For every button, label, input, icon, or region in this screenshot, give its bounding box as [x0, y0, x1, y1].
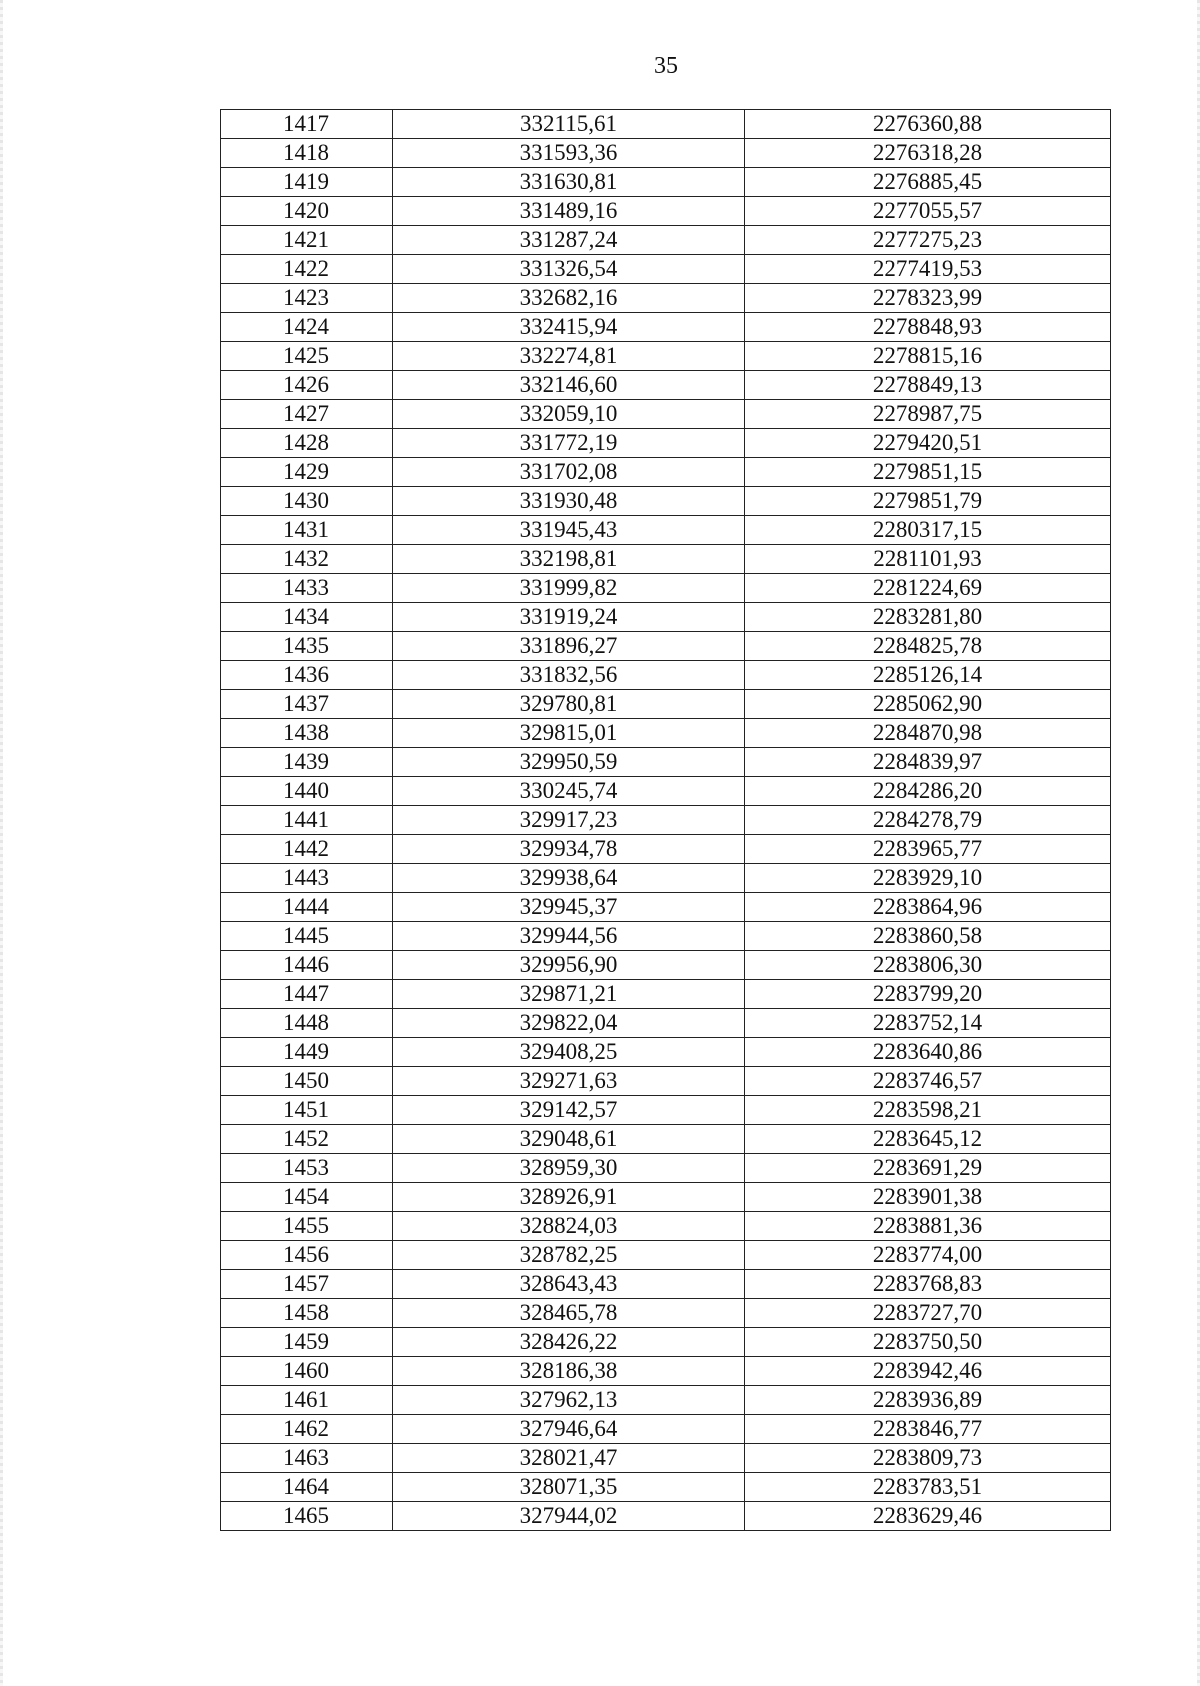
x-coordinate-cell: 331772,19: [393, 429, 745, 458]
x-coordinate-cell: 332274,81: [393, 342, 745, 371]
table-row: [221, 1386, 1111, 1415]
point-number-cell: 1418: [221, 139, 393, 168]
x-coordinate-cell: 332198,81: [393, 545, 745, 574]
x-coordinate-cell: 329950,59: [393, 748, 745, 777]
x-coordinate-cell: 331287,24: [393, 226, 745, 255]
table-row: [221, 719, 1111, 748]
x-coordinate-cell: 328782,25: [393, 1241, 745, 1270]
point-number-cell: 1449: [221, 1038, 393, 1067]
table-row: [221, 487, 1111, 516]
y-coordinate-cell: 2283846,77: [745, 1415, 1111, 1444]
y-coordinate-cell: 2283936,89: [745, 1386, 1111, 1415]
point-number-cell: 1441: [221, 806, 393, 835]
scan-edge-left: [0, 0, 3, 1686]
x-coordinate-cell: 331999,82: [393, 574, 745, 603]
y-coordinate-cell: 2283783,51: [745, 1473, 1111, 1502]
y-coordinate-cell: 2279851,15: [745, 458, 1111, 487]
table-row: [221, 690, 1111, 719]
point-number-cell: 1465: [221, 1502, 393, 1531]
y-coordinate-cell: 2283860,58: [745, 922, 1111, 951]
table-row: [221, 284, 1111, 313]
y-coordinate-cell: 2283746,57: [745, 1067, 1111, 1096]
table-row: [221, 371, 1111, 400]
table-row: [221, 603, 1111, 632]
y-coordinate-cell: 2283752,14: [745, 1009, 1111, 1038]
point-number-cell: 1437: [221, 690, 393, 719]
table-row: [221, 951, 1111, 980]
point-number-cell: 1439: [221, 748, 393, 777]
y-coordinate-cell: 2284286,20: [745, 777, 1111, 806]
table-row: [221, 1067, 1111, 1096]
table-row: [221, 255, 1111, 284]
x-coordinate-cell: 329780,81: [393, 690, 745, 719]
table-row: [221, 400, 1111, 429]
table-row: [221, 1154, 1111, 1183]
x-coordinate-cell: 329822,04: [393, 1009, 745, 1038]
point-number-cell: 1457: [221, 1270, 393, 1299]
y-coordinate-cell: 2280317,15: [745, 516, 1111, 545]
table-row: [221, 661, 1111, 690]
y-coordinate-cell: 2277419,53: [745, 255, 1111, 284]
point-number-cell: 1436: [221, 661, 393, 690]
x-coordinate-cell: 332682,16: [393, 284, 745, 313]
y-coordinate-cell: 2283629,46: [745, 1502, 1111, 1531]
y-coordinate-cell: 2279420,51: [745, 429, 1111, 458]
table-row: [221, 313, 1111, 342]
point-number-cell: 1446: [221, 951, 393, 980]
table-row: [221, 1096, 1111, 1125]
table-row: [221, 458, 1111, 487]
point-number-cell: 1445: [221, 922, 393, 951]
point-number-cell: 1444: [221, 893, 393, 922]
table-row: [221, 110, 1111, 139]
table-row: [221, 168, 1111, 197]
point-number-cell: 1423: [221, 284, 393, 313]
y-coordinate-cell: 2279851,79: [745, 487, 1111, 516]
x-coordinate-cell: 331945,43: [393, 516, 745, 545]
table-row: [221, 922, 1111, 951]
point-number-cell: 1464: [221, 1473, 393, 1502]
point-number-cell: 1424: [221, 313, 393, 342]
y-coordinate-cell: 2284825,78: [745, 632, 1111, 661]
x-coordinate-cell: 327946,64: [393, 1415, 745, 1444]
point-number-cell: 1455: [221, 1212, 393, 1241]
point-number-cell: 1461: [221, 1386, 393, 1415]
table-row: [221, 429, 1111, 458]
x-coordinate-cell: 328186,38: [393, 1357, 745, 1386]
x-coordinate-cell: 329142,57: [393, 1096, 745, 1125]
x-coordinate-cell: 329408,25: [393, 1038, 745, 1067]
y-coordinate-cell: 2281101,93: [745, 545, 1111, 574]
table-row: [221, 632, 1111, 661]
table-row: [221, 806, 1111, 835]
point-number-cell: 1448: [221, 1009, 393, 1038]
table-row: [221, 139, 1111, 168]
point-number-cell: 1427: [221, 400, 393, 429]
point-number-cell: 1453: [221, 1154, 393, 1183]
x-coordinate-cell: 329938,64: [393, 864, 745, 893]
point-number-cell: 1419: [221, 168, 393, 197]
x-coordinate-cell: 329815,01: [393, 719, 745, 748]
y-coordinate-cell: 2277275,23: [745, 226, 1111, 255]
x-coordinate-cell: 329917,23: [393, 806, 745, 835]
x-coordinate-cell: 331919,24: [393, 603, 745, 632]
y-coordinate-cell: 2277055,57: [745, 197, 1111, 226]
point-number-cell: 1462: [221, 1415, 393, 1444]
table-row: [221, 1473, 1111, 1502]
table-row: [221, 1183, 1111, 1212]
y-coordinate-cell: 2283281,80: [745, 603, 1111, 632]
coordinates-table-body: [221, 110, 1111, 1531]
y-coordinate-cell: 2283727,70: [745, 1299, 1111, 1328]
y-coordinate-cell: 2283809,73: [745, 1444, 1111, 1473]
y-coordinate-cell: 2283645,12: [745, 1125, 1111, 1154]
table-row: [221, 226, 1111, 255]
y-coordinate-cell: 2276885,45: [745, 168, 1111, 197]
point-number-cell: 1447: [221, 980, 393, 1009]
point-number-cell: 1425: [221, 342, 393, 371]
table-row: [221, 1328, 1111, 1357]
point-number-cell: 1463: [221, 1444, 393, 1473]
x-coordinate-cell: 329945,37: [393, 893, 745, 922]
table-row: [221, 864, 1111, 893]
table-row: [221, 342, 1111, 371]
table-row: [221, 1415, 1111, 1444]
table-row: [221, 1038, 1111, 1067]
table-row: [221, 1444, 1111, 1473]
table-row: [221, 1212, 1111, 1241]
y-coordinate-cell: 2283799,20: [745, 980, 1111, 1009]
y-coordinate-cell: 2284870,98: [745, 719, 1111, 748]
point-number-cell: 1442: [221, 835, 393, 864]
point-number-cell: 1430: [221, 487, 393, 516]
x-coordinate-cell: 331930,48: [393, 487, 745, 516]
x-coordinate-cell: 328021,47: [393, 1444, 745, 1473]
point-number-cell: 1456: [221, 1241, 393, 1270]
y-coordinate-cell: 2278815,16: [745, 342, 1111, 371]
point-number-cell: 1460: [221, 1357, 393, 1386]
table-row: [221, 835, 1111, 864]
y-coordinate-cell: 2281224,69: [745, 574, 1111, 603]
x-coordinate-cell: 328926,91: [393, 1183, 745, 1212]
point-number-cell: 1426: [221, 371, 393, 400]
table-row: [221, 748, 1111, 777]
x-coordinate-cell: 327962,13: [393, 1386, 745, 1415]
x-coordinate-cell: 328959,30: [393, 1154, 745, 1183]
x-coordinate-cell: 329271,63: [393, 1067, 745, 1096]
x-coordinate-cell: 332415,94: [393, 313, 745, 342]
point-number-cell: 1438: [221, 719, 393, 748]
point-number-cell: 1451: [221, 1096, 393, 1125]
y-coordinate-cell: 2276360,88: [745, 110, 1111, 139]
y-coordinate-cell: 2278848,93: [745, 313, 1111, 342]
point-number-cell: 1454: [221, 1183, 393, 1212]
y-coordinate-cell: 2284839,97: [745, 748, 1111, 777]
y-coordinate-cell: 2283806,30: [745, 951, 1111, 980]
x-coordinate-cell: 331630,81: [393, 168, 745, 197]
point-number-cell: 1420: [221, 197, 393, 226]
y-coordinate-cell: 2283965,77: [745, 835, 1111, 864]
table-row: [221, 777, 1111, 806]
y-coordinate-cell: 2283864,96: [745, 893, 1111, 922]
point-number-cell: 1433: [221, 574, 393, 603]
y-coordinate-cell: 2283598,21: [745, 1096, 1111, 1125]
point-number-cell: 1432: [221, 545, 393, 574]
x-coordinate-cell: 329048,61: [393, 1125, 745, 1154]
x-coordinate-cell: 328465,78: [393, 1299, 745, 1328]
x-coordinate-cell: 332059,10: [393, 400, 745, 429]
point-number-cell: 1431: [221, 516, 393, 545]
point-number-cell: 1450: [221, 1067, 393, 1096]
point-number-cell: 1458: [221, 1299, 393, 1328]
y-coordinate-cell: 2283774,00: [745, 1241, 1111, 1270]
x-coordinate-cell: 331489,16: [393, 197, 745, 226]
x-coordinate-cell: 329956,90: [393, 951, 745, 980]
y-coordinate-cell: 2283768,83: [745, 1270, 1111, 1299]
x-coordinate-cell: 329934,78: [393, 835, 745, 864]
x-coordinate-cell: 331896,27: [393, 632, 745, 661]
y-coordinate-cell: 2283929,10: [745, 864, 1111, 893]
y-coordinate-cell: 2283640,86: [745, 1038, 1111, 1067]
point-number-cell: 1435: [221, 632, 393, 661]
table-row: [221, 1270, 1111, 1299]
y-coordinate-cell: 2283691,29: [745, 1154, 1111, 1183]
table-row: [221, 1357, 1111, 1386]
point-number-cell: 1421: [221, 226, 393, 255]
y-coordinate-cell: 2284278,79: [745, 806, 1111, 835]
x-coordinate-cell: 329871,21: [393, 980, 745, 1009]
x-coordinate-cell: 331832,56: [393, 661, 745, 690]
x-coordinate-cell: 331326,54: [393, 255, 745, 284]
table-row: [221, 574, 1111, 603]
point-number-cell: 1422: [221, 255, 393, 284]
y-coordinate-cell: 2285062,90: [745, 690, 1111, 719]
point-number-cell: 1417: [221, 110, 393, 139]
y-coordinate-cell: 2285126,14: [745, 661, 1111, 690]
x-coordinate-cell: 328824,03: [393, 1212, 745, 1241]
table-row: [221, 1241, 1111, 1270]
table-row: [221, 980, 1111, 1009]
page-number: 35: [654, 53, 678, 79]
y-coordinate-cell: 2276318,28: [745, 139, 1111, 168]
x-coordinate-cell: 332146,60: [393, 371, 745, 400]
x-coordinate-cell: 329944,56: [393, 922, 745, 951]
x-coordinate-cell: 331593,36: [393, 139, 745, 168]
x-coordinate-cell: 332115,61: [393, 110, 745, 139]
table-row: [221, 1502, 1111, 1531]
table-row: [221, 1299, 1111, 1328]
y-coordinate-cell: 2283901,38: [745, 1183, 1111, 1212]
coordinates-table: [220, 109, 1111, 1531]
x-coordinate-cell: 328071,35: [393, 1473, 745, 1502]
table-row: [221, 1009, 1111, 1038]
x-coordinate-cell: 331702,08: [393, 458, 745, 487]
point-number-cell: 1459: [221, 1328, 393, 1357]
point-number-cell: 1440: [221, 777, 393, 806]
x-coordinate-cell: 327944,02: [393, 1502, 745, 1531]
table-row: [221, 516, 1111, 545]
table-row: [221, 893, 1111, 922]
point-number-cell: 1434: [221, 603, 393, 632]
point-number-cell: 1443: [221, 864, 393, 893]
x-coordinate-cell: 328426,22: [393, 1328, 745, 1357]
y-coordinate-cell: 2283942,46: [745, 1357, 1111, 1386]
x-coordinate-cell: 330245,74: [393, 777, 745, 806]
y-coordinate-cell: 2283750,50: [745, 1328, 1111, 1357]
x-coordinate-cell: 328643,43: [393, 1270, 745, 1299]
y-coordinate-cell: 2278849,13: [745, 371, 1111, 400]
table-row: [221, 197, 1111, 226]
point-number-cell: 1429: [221, 458, 393, 487]
y-coordinate-cell: 2283881,36: [745, 1212, 1111, 1241]
table-row: [221, 1125, 1111, 1154]
point-number-cell: 1428: [221, 429, 393, 458]
y-coordinate-cell: 2278323,99: [745, 284, 1111, 313]
y-coordinate-cell: 2278987,75: [745, 400, 1111, 429]
point-number-cell: 1452: [221, 1125, 393, 1154]
table-row: [221, 545, 1111, 574]
